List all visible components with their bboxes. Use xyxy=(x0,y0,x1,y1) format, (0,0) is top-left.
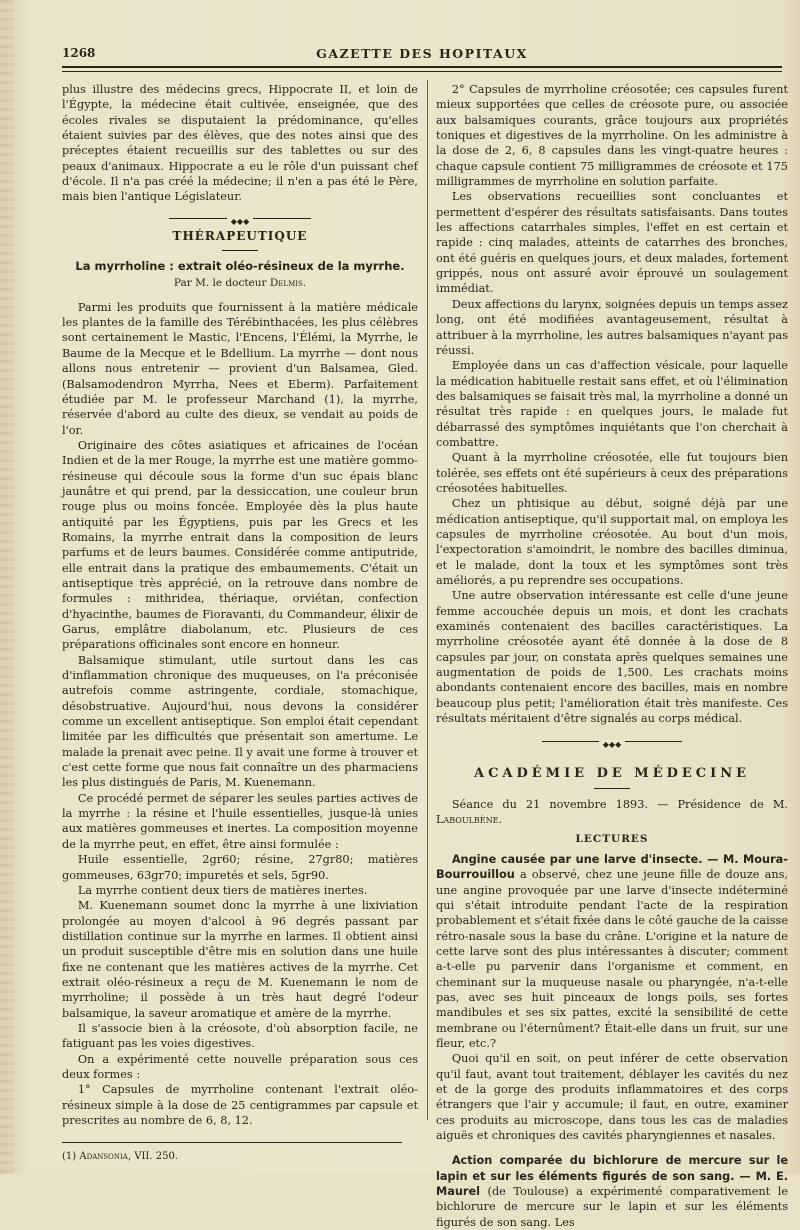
short-rule xyxy=(594,788,630,789)
paragraph: Originaire des côtes asiatiques et africaines de l'océan Indien et de la mer Rouge, la myrrhe est une matière gommo-résineuse qui découle sous la forme d'un suc épais blanc jaunâtre et qui prend, par la dessiccation, une couleur brun rouge plus ou moins foncée. Employée dès la plus haute antiquité par les Égyptiens, puis par les Grecs et les Romains, la myrrhe entrait dans la composition de leurs parfums et de leurs baumes. Considérée comme antiputride, elle entrait dans la pratique des embaumements. C'était un antiseptique très apprécié, on la retrouve dans nombre de formules : mithridea, thériaque, orviétan, confection d'hyacinthe, baumes de Fioravanti, du Commandeur, élixir de Garus, emplâtre diabolanum, etc. Plusieurs de ces préparations officinales sont encore en honneur. xyxy=(62,438,418,652)
binding-edge xyxy=(0,0,14,1174)
article-runin-title: Angine causée par une larve d'insecte. — M. Moura-Bourrouillou xyxy=(436,852,788,882)
paragraph: M. Kuenemann soumet donc la myrrhe à une lixiviation prolongée au moyen d'alcool à 96 degrés passant par distillation continue sur la myrrhe en larmes. Il obtient ainsi un produit susceptible d'être mis en solution dans une huile fixe ne contenant que les matières actives de la myrrhe. Cet extrait oléo-résineux a reçu de M. Kuenemann le nom de myrrholine; il possède à un très haut degré l'odeur balsamique, la saveur aromatique et amère de la myrrhe. xyxy=(62,899,418,1020)
paragraph: Chez un phtisique au début, soigné déjà par une médication antiseptique, qu'il supportait mal, on employa les capsules de myrrholine créosotée. Au bout d'un mois, l'expectoration s'amoindrit, le nombre des bacilles diminua, et le malade, dont la toux et les symptômes sont très améliorés, a pu reprendre ses occupations. xyxy=(436,497,788,587)
session-text: Séance du 21 novembre 1893. — Présidence de M. xyxy=(451,797,788,811)
footnote-ref: VII. 250. xyxy=(134,1151,178,1163)
ornament-divider: ◆◆◆ xyxy=(436,736,788,746)
paragraph: La myrrhe contient deux tiers de matières inertes. xyxy=(77,883,368,897)
header-rule xyxy=(62,66,782,68)
ornament-divider: ◆◆◆ xyxy=(62,213,418,223)
left-column xyxy=(62,82,418,1165)
paragraph: Quoi qu'il en soit, on peut inférer de cette observation qu'il faut, avant tout traitement, déblayer les cavités du nez et de la gorge des produits inflammatoires et des corps étrangers que l'air y accumule; il faut, en outre, examiner ces produits au microscope, dans tous les cas de maladies aiguës et chroniques des cavités pharyngiennes et nasales. xyxy=(436,1052,788,1142)
page-header xyxy=(62,44,782,64)
footnote-marker: (1) xyxy=(62,1151,77,1163)
footnote-source: Adansonia, xyxy=(79,1151,132,1163)
byline xyxy=(62,276,418,291)
article-runin-title: Action comparée du bichlorure de mercure sur le lapin et sur les éléments figurés de son sang. — M. E. Maurel xyxy=(436,1154,788,1199)
article-text: a observé, chez une jeune fille de douze ans, une angine provoquée par une larve d'insecte indéterminé qui s'était introduite pendant l'acte de la respiration probablement et s'était fixée dans le côté gauche de la caisse rétro-nasale sous la base du crâne. L'origine et la nature de cette larve sont des plus intéressantes à discuter; comment a-t-elle pu parvenir dans l'organisme et comment, en cheminant sur la muqueuse nasale ou pharyngée, n'a-t-elle pas, avec ses huit pinceaux de longs poils, ses fortes mandibules et ses six pattes, excité la sensibilité de cette membrane ou l'éternûment? Était-elle dans un fruit, sur une fleur, etc.? xyxy=(436,868,789,1050)
paragraph: 1° Capsules de myrrholine contenant l'extrait oléo-résineux simple à la dose de 25 centigrammes par capsule et prescrites au nombre de 6, 8, 12. xyxy=(62,1083,418,1127)
subsection-heading: LECTURES xyxy=(575,833,649,846)
journal-title: GAZETTE DES HOPITAUX xyxy=(316,46,528,61)
author-name: Delmis. xyxy=(269,277,307,290)
paragraph xyxy=(436,852,788,1051)
footnote-rule xyxy=(62,1142,402,1143)
column-divider xyxy=(427,80,428,1120)
right-column xyxy=(436,82,788,1230)
paragraph: Quant à la myrrholine créosotée, elle fut toujours bien tolérée, ses effets ont été supérieurs à ceux des préparations créosotées habituelles. xyxy=(436,451,788,495)
paragraph: Il s'associe bien à la créosote, d'où absorption facile, ne fatiguant pas les voies digestives. xyxy=(62,1021,418,1051)
paragraph: Une autre observation intéressante est celle d'une jeune femme accouchée depuis un mois, et dont les crachats examinés contenaient des bacilles caractéristiques. La myrrholine créosotée ayant été donnée à la dose de 8 capsules par jour, on constata après quelques semaines une augmentation de poids de 1,500. Les crachats moins abondants contenaient encore des bacilles, mais en nombre beaucoup plus petit; l'amélioration était très manifeste. Ces résultats méritaient d'être signalés au corps médical. xyxy=(436,589,788,726)
paragraph: 2° Capsules de myrrholine créosotée; ces capsules furent mieux supportées que celles de créosote pure, ou associée aux balsamiques courants, grâce toujours aux propriétés toniques et digestives de la myrrholine. On les administre à la dose de 2, 6, 8 capsules dans les vingt-quatre heures : chaque capsule contient 75 milligrammes de créosote et 175 milligrammes de myrrholine en solution parfaite. xyxy=(436,83,788,189)
paragraph: On a expérimenté cette nouvelle préparation sous ces deux formes : xyxy=(62,1052,418,1081)
section-heading: ACADÉMIE DE MÉDECINE xyxy=(473,766,750,782)
header-rule-thin xyxy=(62,71,782,72)
session-line xyxy=(436,797,788,828)
paragraph: Deux affections du larynx, soignées depuis un temps assez long, ont été modifiées avantageusement, résultat à attribuer à la myrrholine, les autres balsamiques n'ayant pas réussi. xyxy=(436,297,788,357)
paragraph: Les observations recueillies sont concluantes et permettent d'espérer des résultats satisfaisants. Dans toutes les affections catarrhales simples, l'effet en est certain et rapide : cinq malades, atteints de catarrhes des bronches, ont été guéris en quelques jours, et deux malades, fortement grippés, nous ont assuré avoir éprouvé un soulagement immédiat. xyxy=(436,190,788,296)
section-heading: THÉRAPEUTIQUE xyxy=(172,228,308,243)
short-rule xyxy=(222,250,258,251)
president-name: Laboulbène. xyxy=(436,813,503,827)
page-number: 1268 xyxy=(62,46,96,60)
paragraph: Employée dans un cas d'affection vésicale, pour laquelle la médication habituelle restait sans effet, et où l'élimination des balsamiques se faisait très mal, la myrrholine a donné un résultat très rapide : en quelques jours, le malade fut débarrassé des symptômes inquiétants que l'on cherchait à combattre. xyxy=(436,359,788,449)
paragraph xyxy=(436,1153,788,1230)
footnote xyxy=(62,1149,418,1164)
paragraph: Parmi les produits que fournissent à la matière médicale les plantes de la famille des Térébinthacées, les plus célèbres sont certainement le Mastic, l'Encens, l'Élémi, la Myrrhe, le Baume de la Mecque et le Bdellium. La myrrhe — dont nous allons nous entretenir — provient d'un Balsamea, Gled. (Balsamodendron Myrrha, Nees et Eberm). Parfaitement étudiée par M. le professeur Marchand (1), la myrrhe, réservée d'abord au culte des dieux, se vendait au poids de l'or. xyxy=(62,300,418,437)
paragraph: plus illustre des médecins grecs, Hippocrate II, et loin de l'Égypte, la médecine était cultivée, enseignée, que des écoles rivales se disputaient la prédominance, qu'elles étaient suivies par des élèves, que des notes ainsi que des préceptes étaient recueillis sur des tablettes ou sur des peaux d'animaux. Hippocrate a eu le rôle d'un puissant chef d'école. Il n'a pas créé la médecine; il n'en a pas été le Père, mais bien l'antique Législateur. xyxy=(62,83,418,204)
byline-prefix: Par M. le docteur xyxy=(173,277,267,290)
paragraph: Balsamique stimulant, utile surtout dans les cas d'inflammation chronique des muqueuses, on l'a préconisée autrefois comme astringente, cordiale, stomachique, désobstruative. Aujourd'hui, nous devons la considérer comme un excellent antiseptique. Son emploi était cependant limitée par les difficultés que présentait son amertume. Le malade la prenait avec peine. Il y avait une forme à trouver et c'est cette forme que nous fait connaître un des pharmaciens les plus distingués de Paris, M. Kuenemann. xyxy=(62,653,418,790)
article-text: (de Toulouse) a expérimenté comparativement le bichlorure de mercure sur le lapin et sur les éléments figurés de son sang. Les xyxy=(436,1185,789,1229)
paragraph: Ce procédé permet de séparer les seules parties actives de la myrrhe : la résine et l'huile essentielles, jusque-là unies aux matières gommeuses et inertes. La composition moyenne de la myrrhe peut, en effet, être ainsi formulée : xyxy=(62,791,418,851)
paragraph: Huile essentielle, 2gr60; résine, 27gr80; matières gommeuses, 63gr70; impuretés et sels, 5gr90. xyxy=(62,853,418,882)
article-title: La myrrholine : extrait oléo-résineux de la myrrhe. xyxy=(75,259,405,274)
